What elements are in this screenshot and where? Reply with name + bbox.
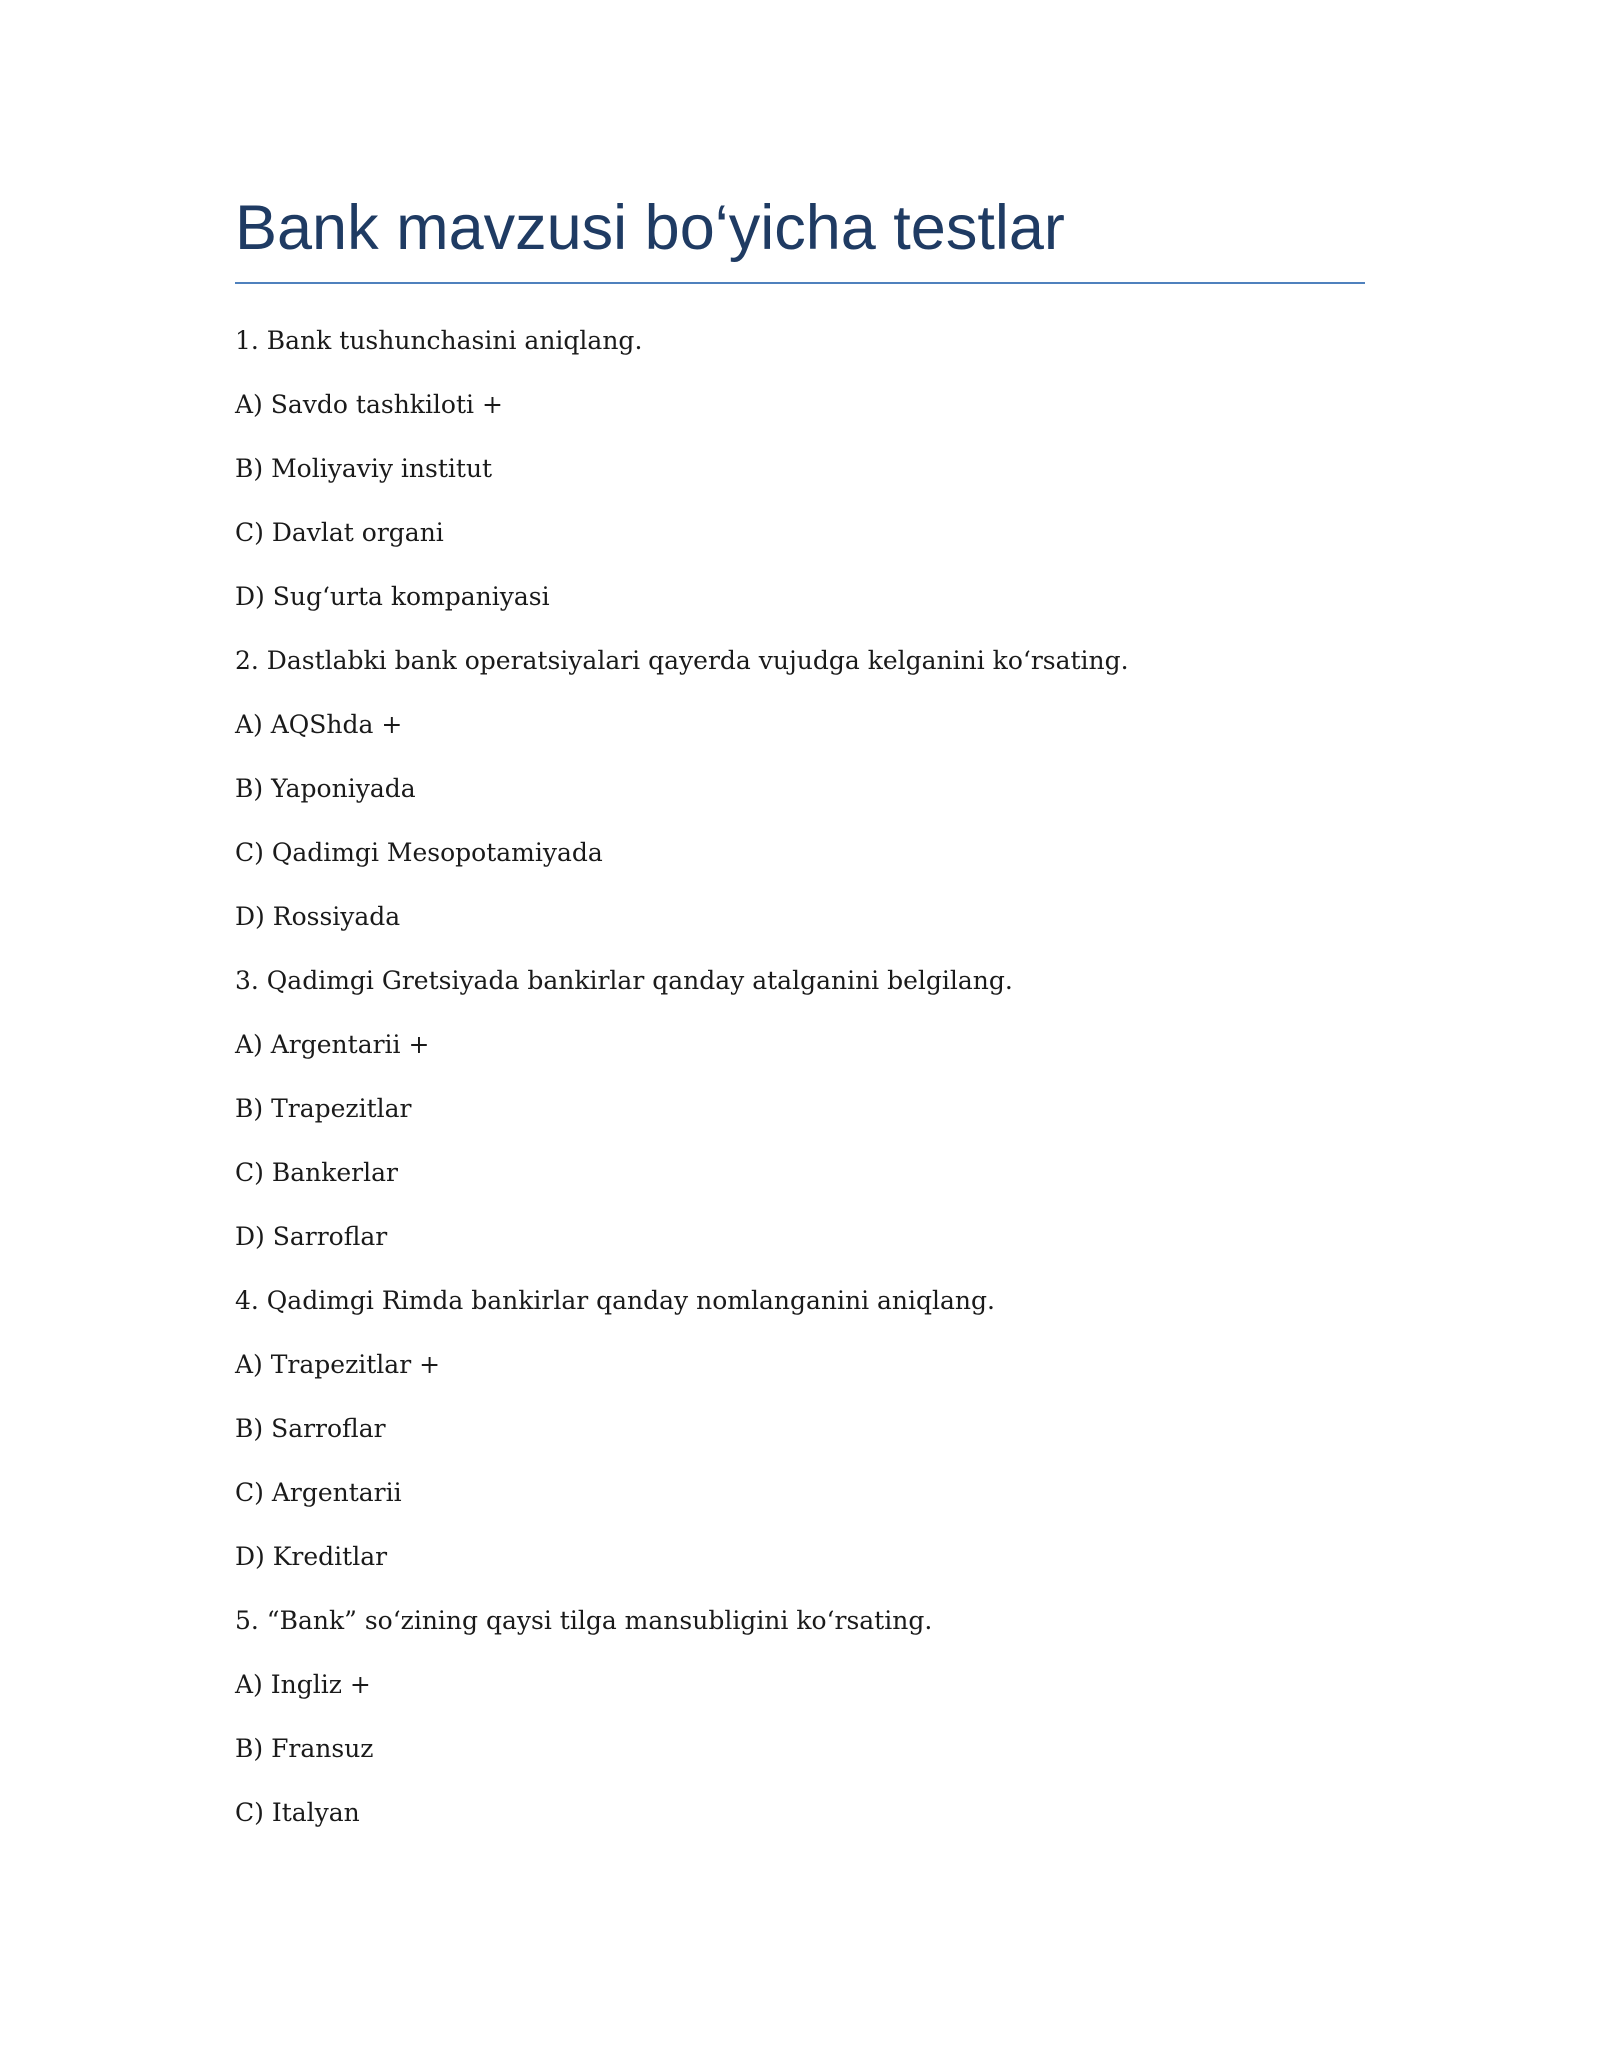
question-4-option-a: A) Trapezitlar +: [235, 1350, 441, 1379]
question-1-option-a: A) Savdo tashkiloti +: [235, 390, 503, 419]
question-1-option-b: B) Moliyaviy institut: [235, 454, 493, 483]
question-2-option-b: B) Yaponiyada: [235, 774, 416, 803]
question-3-option-c: C) Bankerlar: [235, 1158, 398, 1187]
question-4: 4. Qadimgi Rimda bankirlar qanday nomlanganini aniqlang.: [235, 1286, 995, 1315]
question-4-option-b: B) Sarroflar: [235, 1414, 386, 1443]
question-5: 5. “Bank” so‘zining qaysi tilga mansubligini ko‘rsating.: [235, 1606, 933, 1635]
question-3-option-d: D) Sarroflar: [235, 1222, 388, 1251]
question-2-option-c: C) Qadimgi Mesopotamiyada: [235, 838, 603, 867]
question-2-option-a: A) AQShda +: [235, 710, 403, 739]
test-content: [235, 323, 1365, 1859]
question-1-option-d: D) Sug‘urta kompaniyasi: [235, 582, 550, 611]
question-5-option-b: B) Fransuz: [235, 1734, 374, 1763]
question-3-option-b: B) Trapezitlar: [235, 1094, 412, 1123]
question-1: 1. Bank tushunchasini aniqlang.: [235, 326, 643, 355]
question-2: 2. Dastlabki bank operatsiyalari qayerda vujudga kelganini ko‘rsating.: [235, 646, 1129, 675]
title-underline: [235, 282, 1365, 284]
question-2-option-d: D) Rossiyada: [235, 902, 401, 931]
question-5-option-c: C) Italyan: [235, 1798, 360, 1827]
question-3: 3. Qadimgi Gretsiyada bankirlar qanday atalganini belgilang.: [235, 966, 1013, 995]
question-4-option-c: C) Argentarii: [235, 1478, 402, 1507]
question-4-option-d: D) Kreditlar: [235, 1542, 388, 1571]
page-title: Bank mavzusi bo‘yicha testlar: [235, 193, 1065, 263]
question-3-option-a: A) Argentarii +: [235, 1030, 430, 1059]
question-5-option-a: A) Ingliz +: [235, 1670, 371, 1699]
question-1-option-c: C) Davlat organi: [235, 518, 444, 547]
